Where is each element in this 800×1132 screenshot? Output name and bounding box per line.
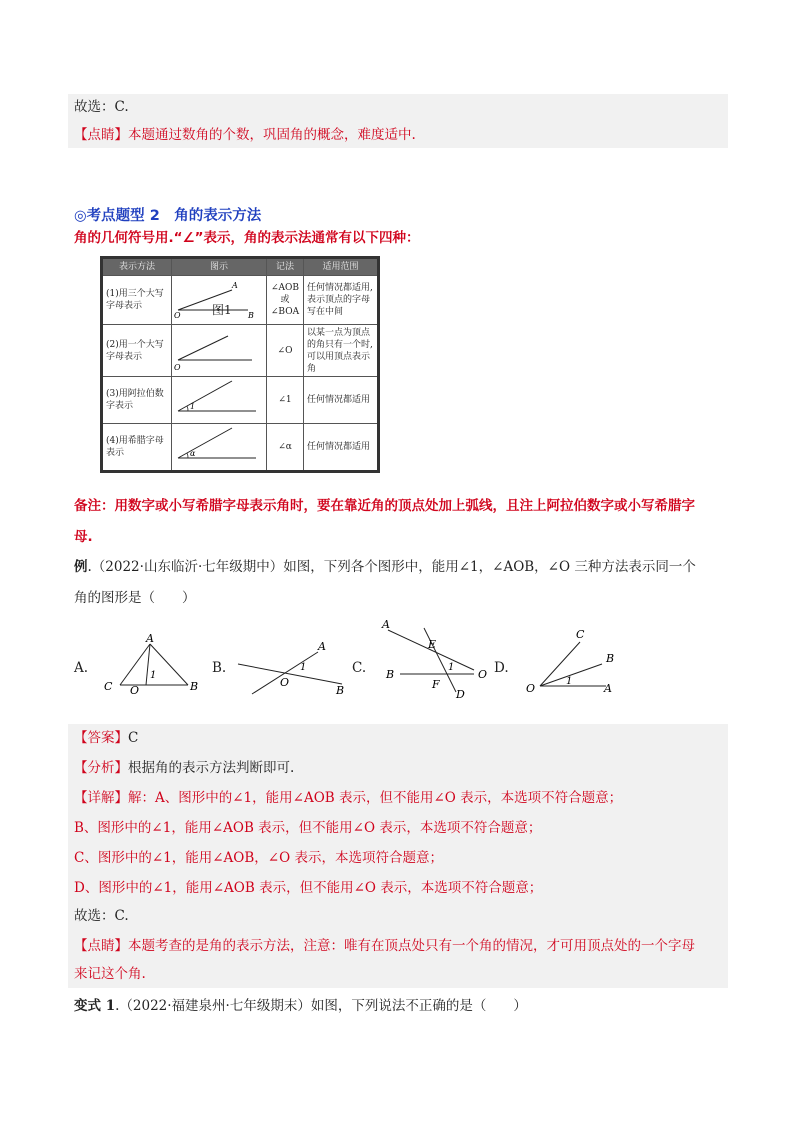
row2-label-o: O [174, 362, 181, 372]
section-heading: ◎考点题型 2 角的表示方法 [74, 208, 262, 224]
label: O [478, 668, 488, 681]
detail-text-d: D、图形中的∠1，能用∠AOB 表示，但不能用∠O 表示，本选项不符合题意； [74, 880, 543, 896]
label: E [428, 638, 437, 651]
angle-notation-table [100, 256, 380, 473]
tip-text: 本题通过数角的个数，巩固角的概念，难度适中. [128, 127, 416, 143]
row3-method: (3)用阿拉伯数字表示 [102, 377, 172, 424]
row2-notation: ∠O [267, 325, 304, 377]
variant-text: .（2022·福建泉州·七年级期末）如图，下列说法不正确的是（ ） [115, 998, 527, 1014]
row4-figure [172, 424, 267, 472]
analysis-text: 根据角的表示方法判断即可. [128, 760, 295, 776]
label: B [606, 652, 615, 665]
answer-conclusion: 故选：C. [74, 908, 129, 924]
col-header-scope: 适用范围 [304, 258, 379, 276]
label: C [104, 680, 113, 693]
row2-angle-diagram [172, 326, 260, 372]
note-line-2: 母. [74, 529, 93, 545]
analysis-line [74, 758, 294, 778]
option-d-figure [520, 624, 630, 698]
label: B [386, 668, 395, 681]
row4-method: (4)用希腊字母表示 [102, 424, 172, 472]
option-b-figure [232, 634, 352, 700]
note-line-1: 备注：用数字或小写希腊字母表示角时，要在靠近角的顶点处加上弧线，且注上阿拉伯数字或小写希腊字 [74, 498, 695, 514]
row1-figure [172, 276, 267, 325]
row4-mark: α [190, 449, 196, 458]
label: O [526, 682, 536, 695]
label: A [318, 640, 326, 653]
option-a-figure [98, 630, 208, 696]
label: A [604, 682, 612, 695]
col-header-method: 表示方法 [102, 258, 172, 276]
row3-mark: 1 [190, 402, 196, 411]
label: O [280, 676, 290, 689]
section-intro: 角的几何符号用.“∠”表示，角的表示法通常有以下四种： [74, 230, 420, 246]
option-c-label: C. [352, 660, 367, 676]
option-c-figure [378, 616, 496, 700]
label: 1 [566, 676, 573, 687]
analysis-tag: 【分析】 [74, 760, 128, 776]
detail-text-c: C、图形中的∠1，能用∠AOB，∠O 表示，本选项符合题意； [74, 850, 443, 866]
detail-tag: 【详解】 [74, 790, 128, 806]
row2-figure [172, 325, 267, 377]
label: D [456, 688, 465, 700]
row1-label-o: O [174, 311, 181, 320]
label: F [432, 678, 440, 691]
answer-tip-line-2: 来记这个角. [74, 966, 146, 982]
variant-line [74, 996, 527, 1016]
label: 1 [300, 662, 307, 673]
label: C [576, 628, 585, 641]
label: 1 [150, 670, 157, 681]
row1-label-b: B [248, 311, 254, 320]
option-b-label: B. [212, 660, 227, 676]
row3-figure [172, 377, 267, 424]
example-label: 例 [74, 559, 88, 575]
label: O [130, 684, 140, 696]
label: 1 [448, 662, 455, 673]
variant-label: 变式 1 [74, 998, 116, 1014]
option-d-label: D. [494, 660, 509, 676]
example-line-1 [74, 557, 696, 577]
answer-value: C [128, 730, 139, 746]
detail-line [74, 788, 622, 808]
prev-conclusion: 故选：C. [74, 99, 129, 115]
row3-scope: 任何情况都适用 [304, 377, 379, 424]
label: B [336, 684, 345, 697]
prev-tip [74, 125, 416, 145]
col-header-figure: 图示 [172, 258, 267, 276]
row3-angle-diagram [172, 377, 260, 419]
row2-scope: 以某一点为顶点的角只有一个时,可以用顶点表示角 [304, 325, 379, 377]
detail-text-a: 解：A、图形中的∠1，能用∠AOB 表示，但不能用∠O 表示，本选项不符合题意； [128, 790, 623, 806]
col-header-notation: 记法 [267, 258, 304, 276]
row4-notation: ∠α [267, 424, 304, 472]
row1-method: (1)用三个大写字母表示 [102, 276, 172, 325]
row4-angle-diagram [172, 424, 260, 466]
detail-text-b: B、图形中的∠1，能用∠AOB 表示，但不能用∠O 表示，本选项不符合题意； [74, 820, 542, 836]
answer-line [74, 728, 138, 748]
row2-method: (2)用一个大写字母表示 [102, 325, 172, 377]
row3-notation: ∠1 [267, 377, 304, 424]
label: B [190, 680, 199, 693]
example-line-2: 角的图形是（ ） [74, 590, 196, 606]
row1-notation: ∠AOB 或 ∠BOA [267, 276, 304, 325]
figure-1-label: 图1 [212, 303, 232, 317]
label: A [146, 632, 154, 645]
tip-tag: 【点睛】 [74, 127, 128, 143]
answer-tip-line-1 [74, 936, 695, 956]
answer-tip-text: 本题考查的是角的表示方法，注意：唯有在顶点处只有一个角的情况，才可用顶点处的一个字母 [128, 938, 695, 954]
row1-label-a: A [232, 281, 238, 290]
option-a-label: A. [74, 660, 89, 676]
row1-scope: 任何情况都适用,表示顶点的字母写在中间 [304, 276, 379, 325]
answer-tip-tag: 【点睛】 [74, 938, 128, 954]
label: A [382, 618, 390, 631]
row4-scope: 任何情况都适用 [304, 424, 379, 472]
example-text: .（2022·山东临沂·七年级期中）如图，下列各个图形中，能用∠1，∠AOB，∠O 三种方法表示同一个 [87, 559, 696, 575]
answer-tag: 【答案】 [74, 730, 128, 746]
